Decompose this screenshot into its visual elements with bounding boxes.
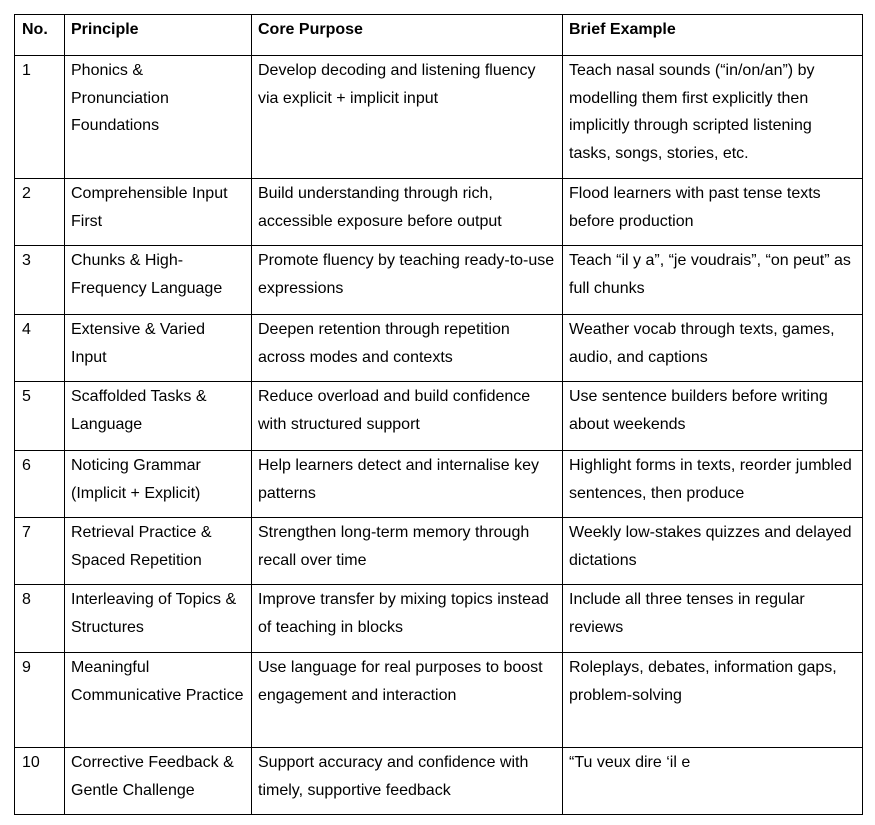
cell-principle: Noticing Grammar (Implicit + Explicit)	[65, 451, 252, 518]
cell-core-purpose: Promote fluency by teaching ready-to-use expressions	[252, 246, 563, 315]
table-row	[15, 451, 863, 518]
cell-core-purpose: Improve transfer by mixing topics instead of teaching in blocks	[252, 585, 563, 653]
header-no: No.	[15, 15, 65, 56]
cell-brief-example: Include all three tenses in regular reviews	[563, 585, 863, 653]
header-core-purpose: Core Purpose	[252, 15, 563, 56]
cell-no: 5	[15, 382, 65, 451]
cell-no: 6	[15, 451, 65, 518]
cell-brief-example: Teach “il y a”, “je voudrais”, “on peut” as full chunks	[563, 246, 863, 315]
cell-principle: Interleaving of Topics & Structures	[65, 585, 252, 653]
cell-no: 4	[15, 315, 65, 382]
cell-no: 8	[15, 585, 65, 653]
cell-brief-example: Roleplays, debates, information gaps, problem-solving	[563, 653, 863, 748]
cell-core-purpose: Strengthen long-term memory through recall over time	[252, 518, 563, 585]
cell-core-purpose: Support accuracy and confidence with timely, supportive feedback	[252, 748, 563, 815]
table-row	[15, 382, 863, 451]
cell-brief-example: Flood learners with past tense texts before production	[563, 179, 863, 246]
cell-brief-example: Highlight forms in texts, reorder jumbled sentences, then produce	[563, 451, 863, 518]
principles-table	[14, 14, 863, 815]
table-row	[15, 315, 863, 382]
cell-no: 2	[15, 179, 65, 246]
cell-no: 7	[15, 518, 65, 585]
cell-principle: Meaningful Communicative Practice	[65, 653, 252, 748]
cell-principle: Scaffolded Tasks & Language	[65, 382, 252, 451]
cell-core-purpose: Deepen retention through repetition across modes and contexts	[252, 315, 563, 382]
cell-principle: Extensive & Varied Input	[65, 315, 252, 382]
table-row	[15, 518, 863, 585]
cell-core-purpose: Use language for real purposes to boost engagement and interaction	[252, 653, 563, 748]
table-row	[15, 748, 863, 815]
cell-core-purpose: Develop decoding and listening fluency via explicit + implicit input	[252, 56, 563, 179]
header-brief-example: Brief Example	[563, 15, 863, 56]
table-row	[15, 246, 863, 315]
table-header-row	[15, 15, 863, 56]
cell-brief-example: “Tu veux dire ‘il e	[563, 748, 863, 815]
cell-no: 1	[15, 56, 65, 179]
cell-brief-example: Weekly low-stakes quizzes and delayed dictations	[563, 518, 863, 585]
cell-no: 9	[15, 653, 65, 748]
cell-no: 3	[15, 246, 65, 315]
cell-brief-example: Weather vocab through texts, games, audio, and captions	[563, 315, 863, 382]
cell-core-purpose: Reduce overload and build confidence with structured support	[252, 382, 563, 451]
table-row	[15, 56, 863, 179]
cell-principle: Phonics & Pronunciation Foundations	[65, 56, 252, 179]
cell-core-purpose: Build understanding through rich, accessible exposure before output	[252, 179, 563, 246]
cell-core-purpose: Help learners detect and internalise key patterns	[252, 451, 563, 518]
cell-principle: Corrective Feedback & Gentle Challenge	[65, 748, 252, 815]
cell-principle: Retrieval Practice & Spaced Repetition	[65, 518, 252, 585]
table-row	[15, 179, 863, 246]
cell-brief-example: Teach nasal sounds (“in/on/an”) by modelling them first explicitly then implicitly through scripted listening tasks, songs, stories, etc.	[563, 56, 863, 179]
cell-no: 10	[15, 748, 65, 815]
cell-brief-example: Use sentence builders before writing about weekends	[563, 382, 863, 451]
table-row	[15, 653, 863, 748]
table-row	[15, 585, 863, 653]
header-principle: Principle	[65, 15, 252, 56]
cell-principle: Comprehensible Input First	[65, 179, 252, 246]
cell-principle: Chunks & High-Frequency Language	[65, 246, 252, 315]
